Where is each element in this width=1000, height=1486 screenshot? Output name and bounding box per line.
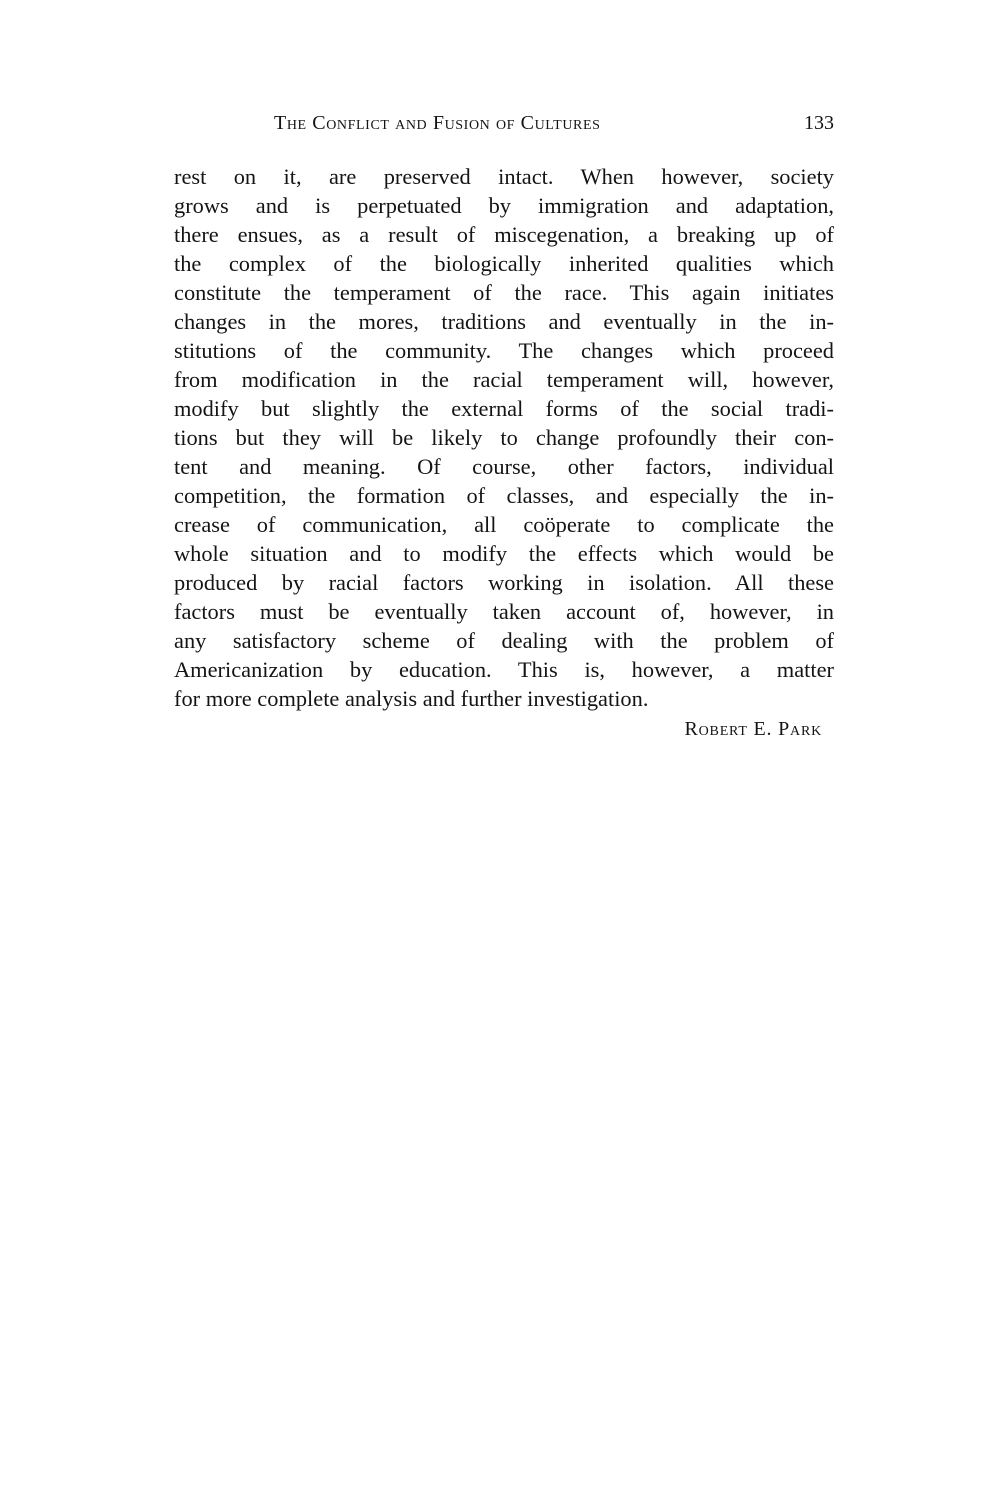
text-line: tent and meaning. Of course, other factors, individual (174, 454, 834, 479)
text-line: produced by racial factors working in isolation. All these (174, 570, 834, 595)
page-number: 133 (804, 112, 834, 134)
text-line: Americanization by education. This is, however, a matter (174, 657, 834, 682)
text-line: the complex of the biologically inherited qualities which (174, 251, 834, 276)
text-line: factors must be eventually taken account of, however, in (174, 599, 834, 624)
text-line: grows and is perpetuated by immigration and adaptation, (174, 193, 834, 218)
text-line: constitute the temperament of the race. This again initiates (174, 280, 834, 305)
author-signature: Robert E. Park (684, 718, 822, 740)
text-line: any satisfactory scheme of dealing with the problem of (174, 628, 834, 653)
body-paragraph (174, 162, 834, 713)
text-line: competition, the formation of classes, and especially the in- (174, 483, 834, 508)
text-line: whole situation and to modify the effects which would be (174, 541, 834, 566)
text-line: tions but they will be likely to change profoundly their con- (174, 425, 834, 450)
text-line: rest on it, are preserved intact. When however, society (174, 164, 834, 189)
text-line: from modification in the racial temperament will, however, (174, 367, 834, 392)
text-line-last: for more complete analysis and further investigation. (174, 686, 649, 711)
text-line: there ensues, as a result of miscegenation, a breaking up of (174, 222, 834, 247)
page-header (174, 112, 834, 142)
text-line: crease of communication, all coöperate to complicate the (174, 512, 834, 537)
text-line: modify but slightly the external forms of the social tradi- (174, 396, 834, 421)
text-line: changes in the mores, traditions and eventually in the in- (174, 309, 834, 334)
running-head-title: The Conflict and Fusion of Cultures (274, 112, 601, 134)
text-line: stitutions of the community. The changes which proceed (174, 338, 834, 363)
